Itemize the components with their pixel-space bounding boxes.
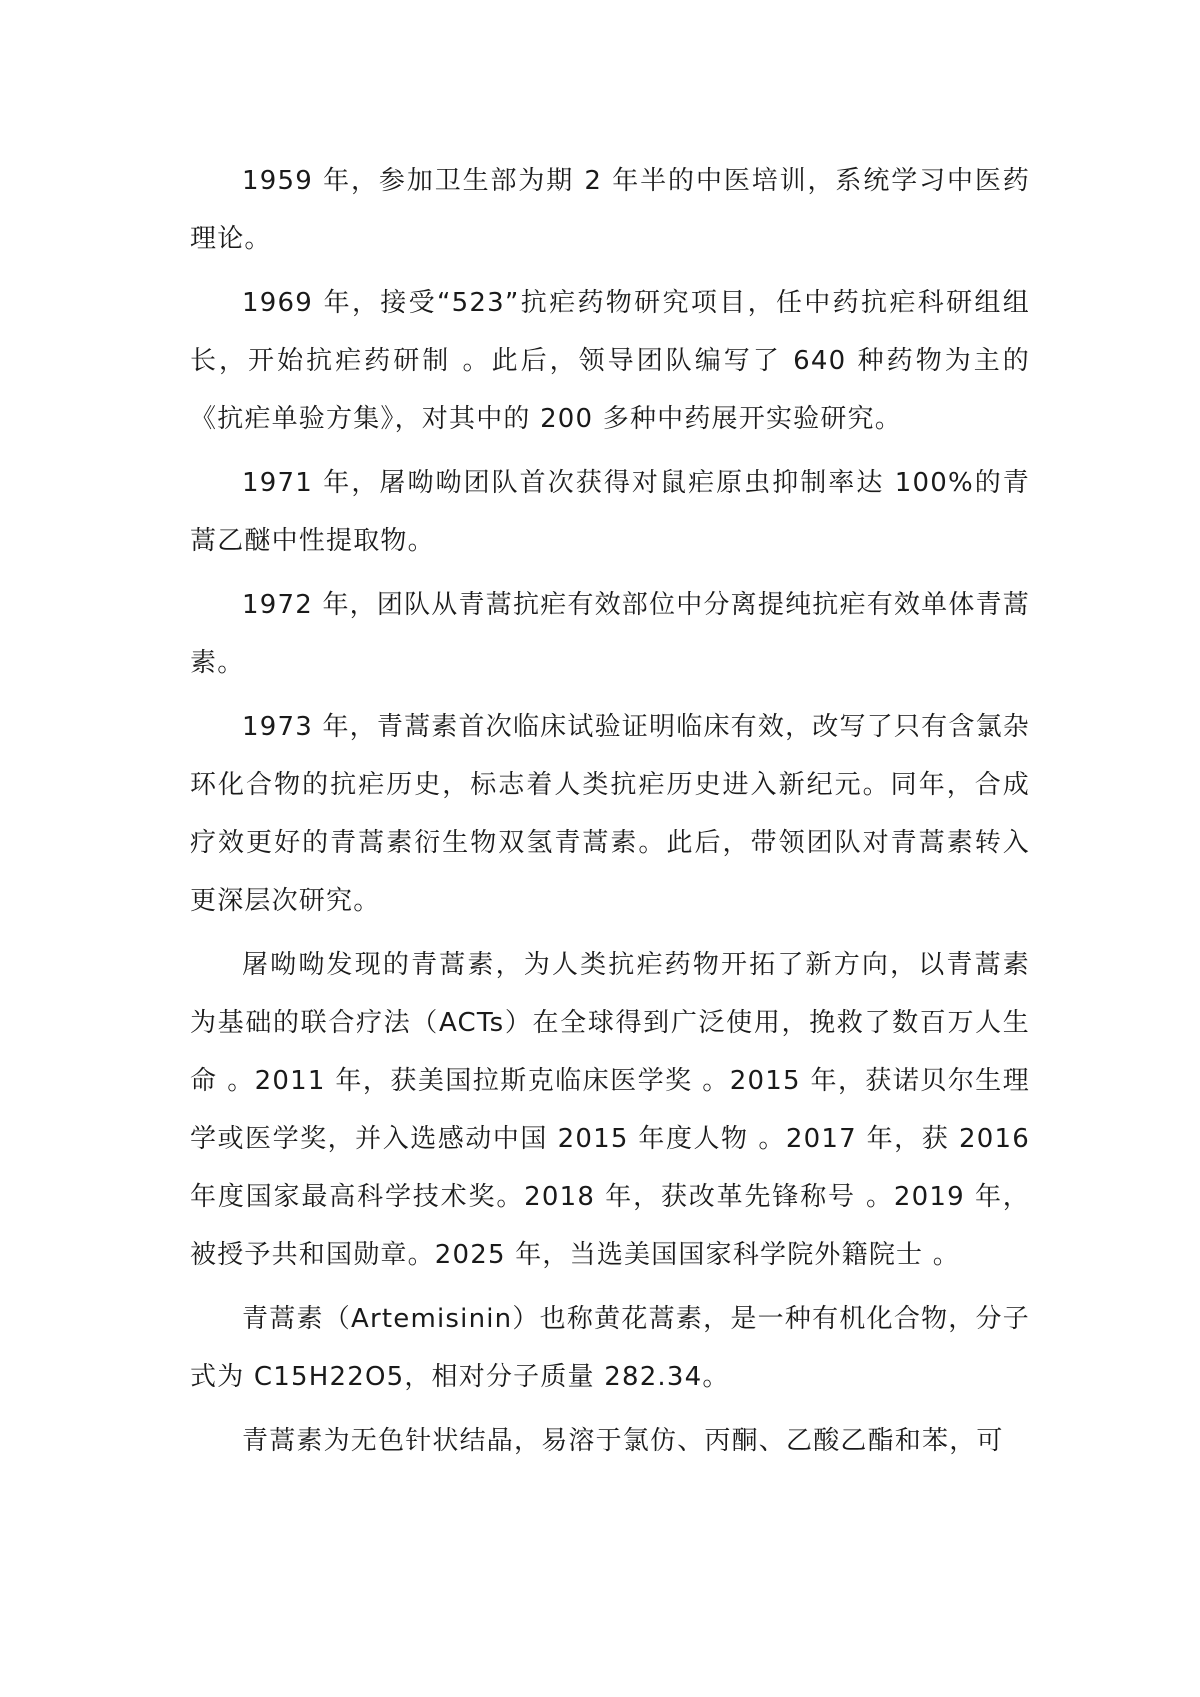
paragraph-1971: 1971 年，屠呦呦团队首次获得对鼠疟原虫抑制率达 100%的青蒿乙醚中性提取物。 — [190, 468, 1030, 556]
paragraph-artemisinin-properties: 青蒿素为无色针状结晶，易溶于氯仿、丙酮、乙酸乙酯和苯，可 — [242, 1426, 1004, 1456]
paragraph-1959: 1959 年，参加卫生部为期 2 年半的中医培训，系统学习中医药理论。 — [190, 166, 1030, 254]
paragraph-1973: 1973 年，青蒿素首次临床试验证明临床有效，改写了只有含氯杂环化合物的抗疟历史，标志着人类抗疟历史进入新纪元。同年，合成疗效更好的青蒿素衍生物双氢青蒿素。此后，带领团队对青蒿素转入更深层次研究。 — [190, 712, 1030, 916]
paragraph-artemisinin-definition: 青蒿素（Artemisinin）也称黄花蒿素，是一种有机化合物，分子式为 C15H22O5，相对分子质量 282.34。 — [190, 1304, 1030, 1392]
document-body — [190, 152, 1030, 1476]
paragraph-1972: 1972 年，团队从青蒿抗疟有效部位中分离提纯抗疟有效单体青蒿素。 — [190, 590, 1030, 678]
paragraph-awards: 屠呦呦发现的青蒿素，为人类抗疟药物开拓了新方向，以青蒿素为基础的联合疗法（ACTs）在全球得到广泛使用，挽救了数百万人生命 。2011 年，获美国拉斯克临床医学奖 。2015 年，获诺贝尔生理学或医学奖，并入选感动中国 2015 年度人物 。2017 年，获 2016 年度国家最高科学技术奖。2018 年，获改革先锋称号 。2019 年，被授予共和国勋章。2025 年，当选美国国家科学院外籍院士 。 — [190, 950, 1030, 1270]
paragraph-1969: 1969 年，接受“523”抗疟药物研究项目，任中药抗疟科研组组长，开始抗疟药研制 。此后，领导团队编写了 640 种药物为主的《抗疟单验方集》，对其中的 200 多种中药展开实验研究。 — [190, 288, 1030, 434]
